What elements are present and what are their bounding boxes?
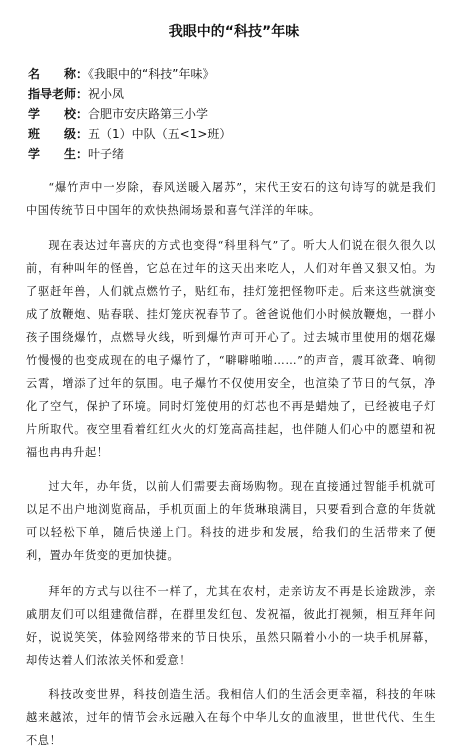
paragraph-firecrackers: 现在表达过年喜庆的方式也变得“科里科气”了。听大人们说在很久很久以前，有种叫年的怪兽，它总在过年的这天出来吃人，人们对年兽又狠又怕。为了驱赶年兽，人们就点燃竹子，贴红布，挂灯笼把怪物吓走。后来这些就演变成了放鞭炮、贴春联、挂灯笼庆祝春节了。爸爸说他们小时候放鞭炮，一群小孩子围绕爆竹，点燃导火线，听到爆竹声可开心了。过去城市里使用的烟花爆竹慢慢的也变成现在的电子爆竹了，“噼噼啪啪……”的声音，震耳欲聋、响彻云霄，增添了过年的氛围。电子爆竹不仅使用安全，也渲染了节日的气氛，净化了空气，保护了环境。同时灯笼使用的灯芯也不再是蜡烛了，已经被电子灯片所取代。夜空里看着红红火火的灯笼高高挂起，也伴随人们心中的愿望和祝福也冉冉升起！ xyxy=(26,239,436,459)
meta-value: 《我眼中的“科技”年味》 xyxy=(88,67,215,81)
meta-row-class xyxy=(28,124,231,144)
meta-row-teacher xyxy=(28,84,231,104)
meta-label: 学 校： xyxy=(28,107,89,121)
meta-value: 合肥市安庆路第三小学 xyxy=(88,107,209,121)
paragraph-greetings: 拜年的方式与以往不一样了，尤其在农村，走亲访友不再是长途跋涉，亲戚朋友们可以组建微信群，在群里发红包、发祝福，彼此打视频，相互拜年问好，说说笑笑，体验网络带来的节日快乐，虽然只隔着小小的一块手机屏幕，却传达着人们浓浓关怀和爱意！ xyxy=(26,585,436,667)
meta-block xyxy=(28,64,231,164)
meta-label: 学 生： xyxy=(28,147,89,161)
meta-row-name xyxy=(28,64,231,84)
meta-row-school xyxy=(28,104,231,124)
meta-value: 叶子绪 xyxy=(88,147,125,161)
paragraph-conclusion: 科技改变世界，科技创造生活。我相信人们的生活会更幸福，科技的年味越来越浓，过年的情节会永远融入在每个中华儿女的血液里，世世代代、生生不息！ xyxy=(26,688,436,747)
meta-label: 班 级： xyxy=(28,127,89,141)
meta-value: 五（1）中队（五<1>班） xyxy=(88,127,232,141)
meta-row-student xyxy=(28,144,231,164)
meta-value: 祝小凤 xyxy=(88,87,125,101)
meta-label: 指导老师： xyxy=(28,87,89,101)
document-title: 我眼中的“科技”年味 xyxy=(168,24,300,40)
meta-label: 名 称： xyxy=(28,67,89,81)
paragraph-shopping: 过大年，办年货，以前人们需要去商场购物。现在直接通过智能手机就可以足不出户地浏览商品，手机页面上的年货琳琅满目，只要看到合意的年货就可以轻松下单，随后快递上门。科技的进步和发展，给我们的生活带来了便利，置办年货变的更加快捷。 xyxy=(26,480,436,562)
paragraph-intro: “爆竹声中一岁除，春风送暖入屠苏”，宋代王安石的这句诗写的就是我们中国传统节日中国年的欢快热闹场景和喜气洋洋的年味。 xyxy=(26,181,436,217)
